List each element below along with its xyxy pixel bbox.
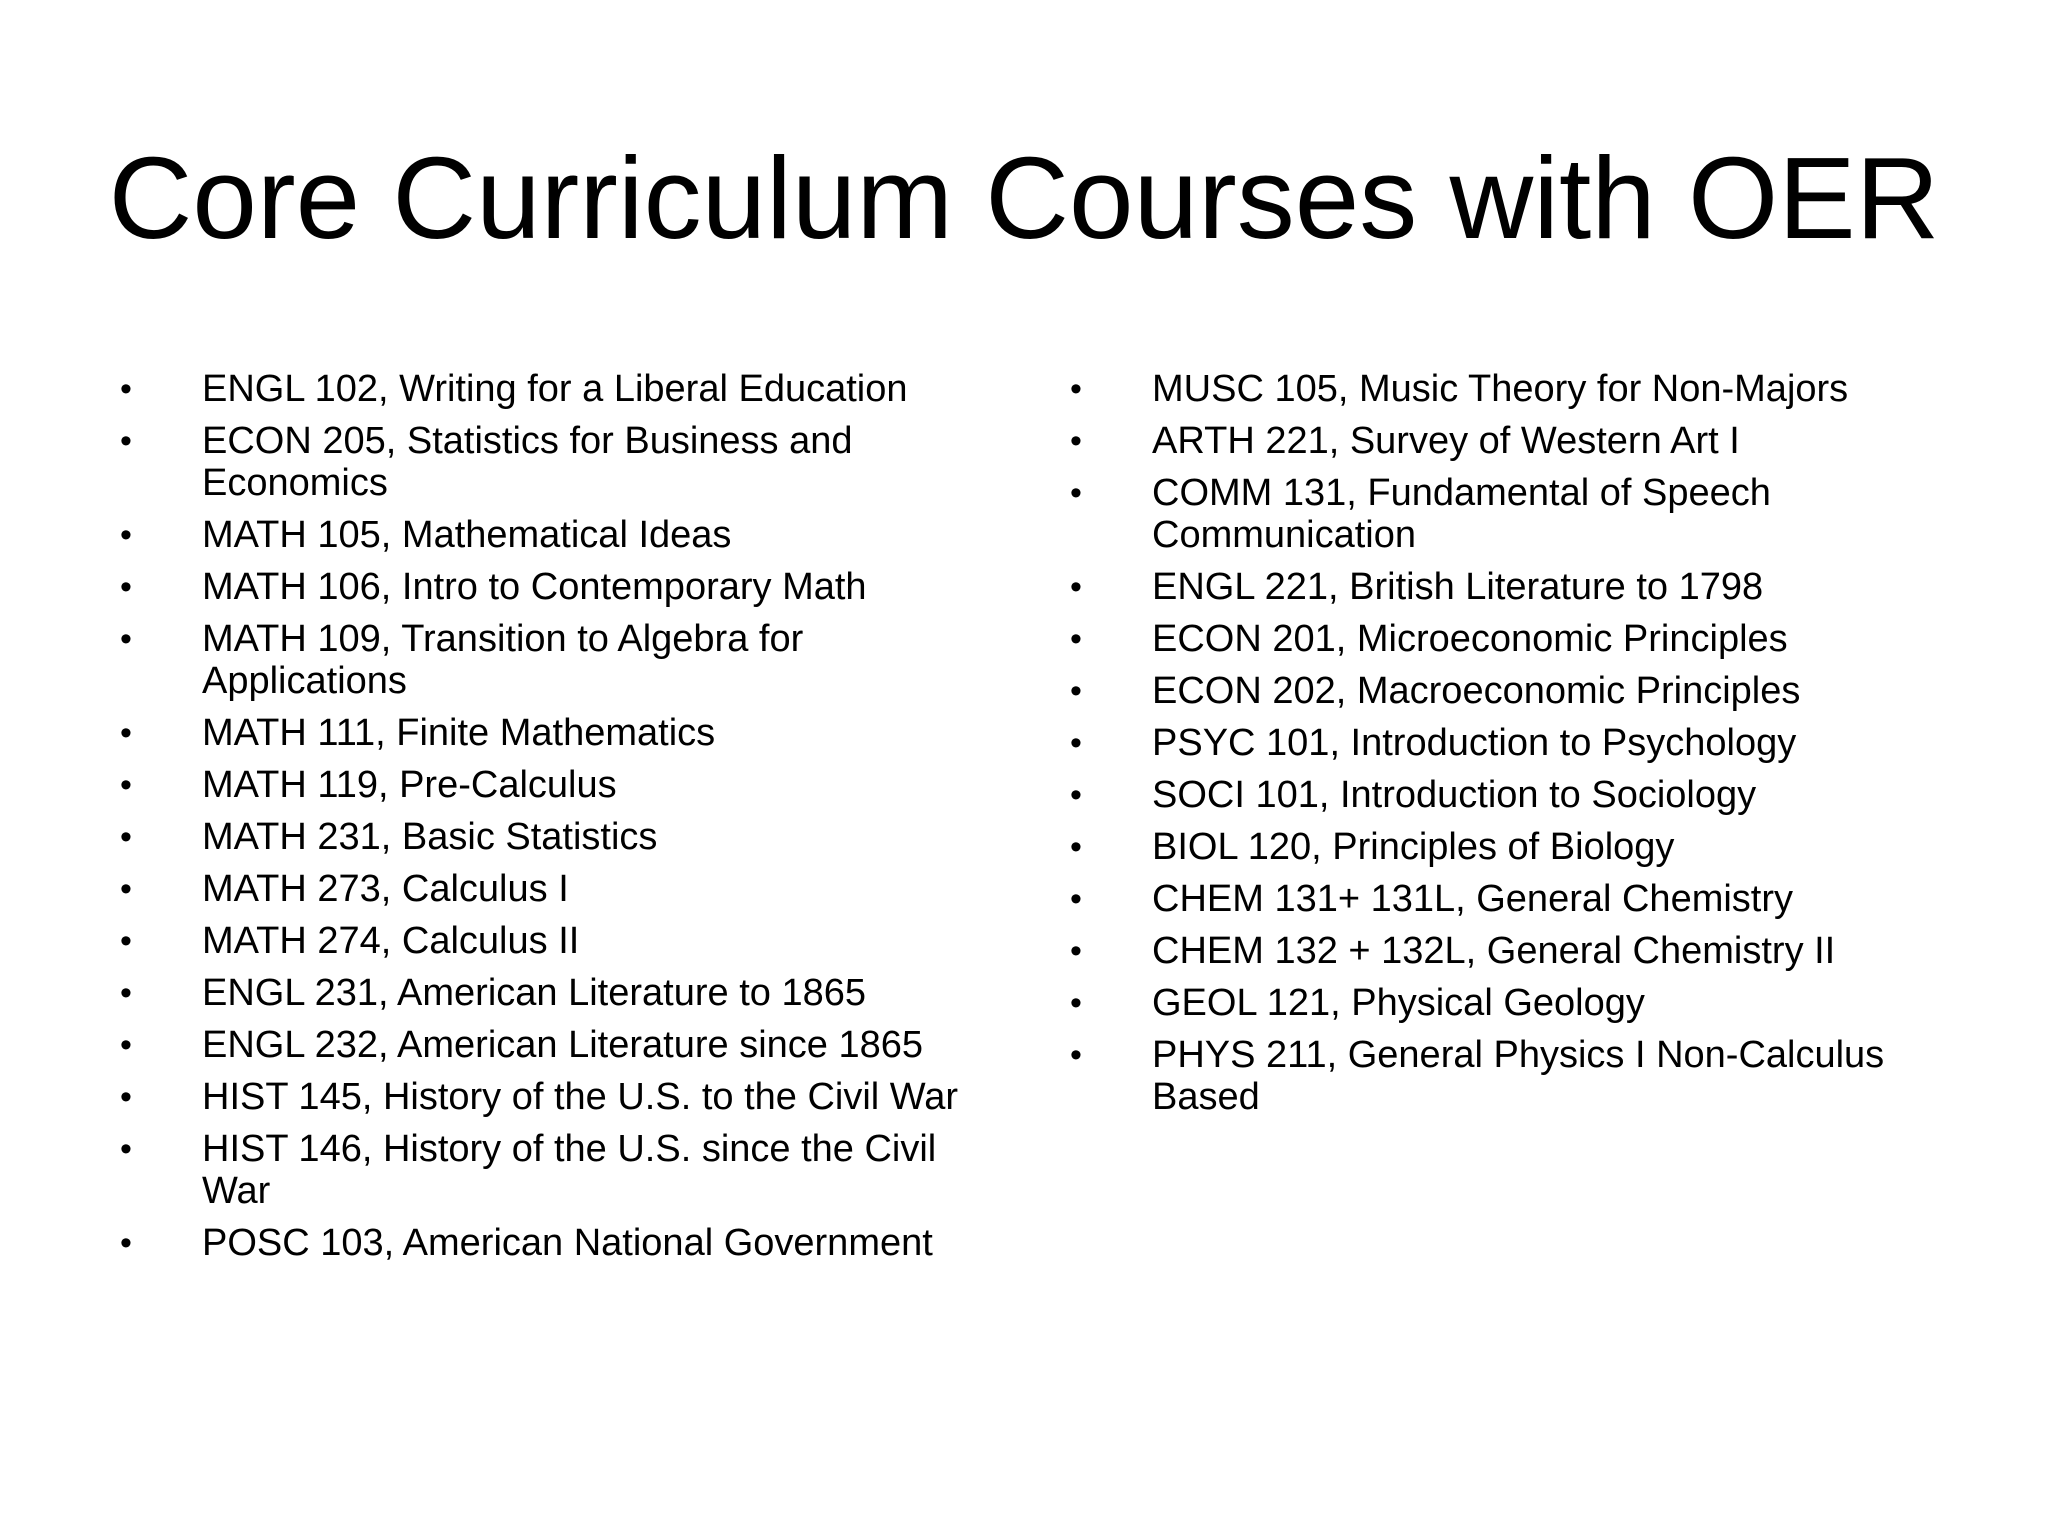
list-item xyxy=(1070,826,1970,868)
course-label: CHEM 132 + 132L, General Chemistry II xyxy=(1152,930,1836,972)
list-item xyxy=(120,420,1000,504)
bullet-icon: • xyxy=(1070,776,1082,814)
course-list-left xyxy=(120,368,1000,1274)
bullet-icon: • xyxy=(120,870,132,908)
list-item xyxy=(1070,930,1970,972)
course-label: COMM 131, Fundamental of Speech Communication xyxy=(1152,472,1771,556)
course-label: HIST 145, History of the U.S. to the Civil War xyxy=(202,1076,959,1118)
list-item xyxy=(1070,618,1970,660)
bullet-icon: • xyxy=(1070,724,1082,762)
bullet-icon: • xyxy=(1070,828,1082,866)
list-item xyxy=(120,1024,1000,1066)
bullet-icon: • xyxy=(120,1026,132,1064)
list-item xyxy=(120,816,1000,858)
bullet-icon: • xyxy=(1070,880,1082,918)
bullet-icon: • xyxy=(1070,932,1082,970)
course-label: MATH 119, Pre-Calculus xyxy=(202,764,617,806)
course-label: GEOL 121, Physical Geology xyxy=(1152,982,1645,1024)
list-item xyxy=(1070,722,1970,764)
list-item xyxy=(120,514,1000,556)
list-item xyxy=(120,1222,1000,1264)
bullet-icon: • xyxy=(120,1130,132,1168)
course-label: CHEM 131+ 131L, General Chemistry xyxy=(1152,878,1794,920)
course-label: MATH 273, Calculus I xyxy=(202,868,569,910)
course-label: SOCI 101, Introduction to Sociology xyxy=(1152,774,1757,816)
course-label: MATH 274, Calculus II xyxy=(202,920,580,962)
list-item xyxy=(1070,368,1970,410)
course-label: PHYS 211, General Physics I Non-Calculus Based xyxy=(1152,1034,1885,1118)
list-item xyxy=(1070,982,1970,1024)
course-label: ENGL 102, Writing for a Liberal Education xyxy=(202,368,908,410)
list-item xyxy=(1070,878,1970,920)
course-label: POSC 103, American National Government xyxy=(202,1222,933,1264)
bullet-icon: • xyxy=(1070,568,1082,606)
bullet-icon: • xyxy=(1070,620,1082,658)
course-label: ENGL 231, American Literature to 1865 xyxy=(202,972,866,1014)
bullet-icon: • xyxy=(1070,984,1082,1022)
bullet-icon: • xyxy=(1070,672,1082,710)
bullet-icon: • xyxy=(120,974,132,1012)
course-label: ECON 205, Statistics for Business and Economics xyxy=(202,420,853,504)
list-item xyxy=(120,764,1000,806)
course-label: ENGL 232, American Literature since 1865 xyxy=(202,1024,923,1066)
list-item xyxy=(120,368,1000,410)
list-item xyxy=(120,868,1000,910)
course-label: PSYC 101, Introduction to Psychology xyxy=(1152,722,1797,764)
list-item xyxy=(120,566,1000,608)
course-label: ENGL 221, British Literature to 1798 xyxy=(1152,566,1764,608)
bullet-icon: • xyxy=(120,620,132,658)
course-label: MATH 231, Basic Statistics xyxy=(202,816,658,858)
course-label: BIOL 120, Principles of Biology xyxy=(1152,826,1675,868)
bullet-icon: • xyxy=(120,766,132,804)
course-label: HIST 146, History of the U.S. since the Civil War xyxy=(202,1128,937,1212)
list-item xyxy=(120,712,1000,754)
list-item xyxy=(1070,670,1970,712)
list-item xyxy=(1070,566,1970,608)
bullet-icon: • xyxy=(120,516,132,554)
bullet-icon: • xyxy=(120,370,132,408)
course-label: ECON 201, Microeconomic Principles xyxy=(1152,618,1788,660)
bullet-icon: • xyxy=(120,1078,132,1116)
course-label: MATH 109, Transition to Algebra for Applications xyxy=(202,618,804,702)
course-label: MATH 111, Finite Mathematics xyxy=(202,712,716,754)
list-item xyxy=(1070,774,1970,816)
list-item xyxy=(1070,420,1970,462)
list-item xyxy=(1070,472,1970,556)
list-item xyxy=(1070,1034,1970,1118)
course-label: ECON 202, Macroeconomic Principles xyxy=(1152,670,1801,712)
bullet-icon: • xyxy=(120,568,132,606)
course-label: MATH 106, Intro to Contemporary Math xyxy=(202,566,867,608)
list-item xyxy=(120,920,1000,962)
course-label: ARTH 221, Survey of Western Art I xyxy=(1152,420,1740,462)
list-item xyxy=(120,1128,1000,1212)
bullet-icon: • xyxy=(120,422,132,460)
course-label: MATH 105, Mathematical Ideas xyxy=(202,514,732,556)
bullet-icon: • xyxy=(1070,1036,1082,1074)
bullet-icon: • xyxy=(1070,474,1082,512)
course-label: MUSC 105, Music Theory for Non-Majors xyxy=(1152,368,1849,410)
bullet-icon: • xyxy=(120,818,132,856)
course-list-right xyxy=(1070,368,1970,1128)
bullet-icon: • xyxy=(120,922,132,960)
bullet-icon: • xyxy=(120,1224,132,1262)
list-item xyxy=(120,972,1000,1014)
bullet-icon: • xyxy=(1070,422,1082,460)
slide-title: Core Curriculum Courses with OER xyxy=(108,133,1940,263)
bullet-icon: • xyxy=(1070,370,1082,408)
bullet-icon: • xyxy=(120,714,132,752)
list-item xyxy=(120,1076,1000,1118)
list-item xyxy=(120,618,1000,702)
